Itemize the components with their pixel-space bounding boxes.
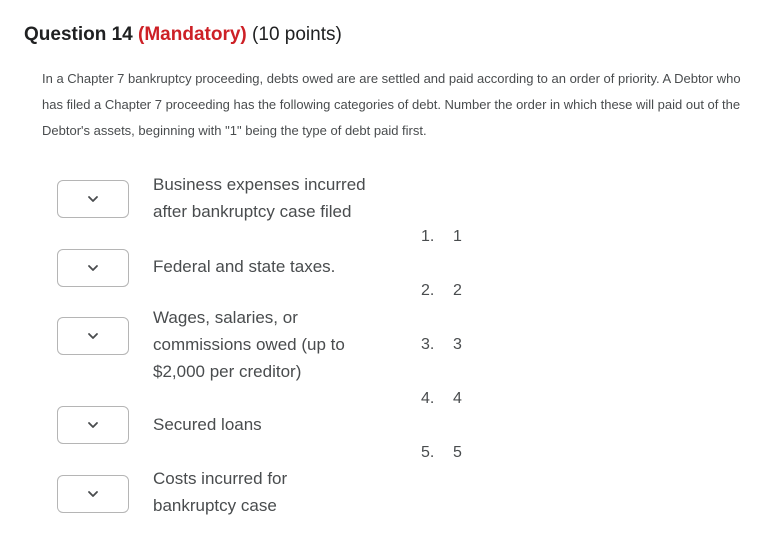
- match-item-label-2: Federal and state taxes.: [153, 257, 336, 276]
- choice-number: 2.: [421, 282, 435, 299]
- choice-item-4: [421, 390, 462, 408]
- choice-number: 3.: [421, 336, 435, 353]
- choice-number: 5.: [421, 444, 435, 461]
- choice-value: 3: [453, 336, 462, 353]
- chevron-down-icon: [87, 262, 99, 274]
- match-select-4[interactable]: [57, 406, 129, 444]
- match-select-2[interactable]: [57, 249, 129, 287]
- choice-number: 4.: [421, 390, 435, 407]
- mandatory-label: (Mandatory): [138, 24, 247, 45]
- match-select-3[interactable]: [57, 317, 129, 355]
- points-label: (10 points): [252, 24, 342, 45]
- match-item-label-5: Costs incurred for bankruptcy case: [153, 469, 288, 515]
- choice-value: 4: [453, 390, 462, 407]
- chevron-down-icon: [87, 193, 99, 205]
- match-item-label-3: Wages, salaries, or commissions owed (up to $2,000 per creditor): [153, 308, 345, 381]
- chevron-down-icon: [87, 330, 99, 342]
- match-item-label-1: Business expenses incurred after bankruptcy case filed: [153, 175, 366, 221]
- choice-number: 1.: [421, 228, 435, 245]
- choice-item-1: [421, 228, 462, 246]
- choice-item-5: [421, 444, 462, 462]
- question-instructions: In a Chapter 7 bankruptcy proceeding, debts owed are are settled and paid according to an order of priority. A Debtor who has filed a Chapter 7 proceeding has the following categories of debt. Number the order in which these will paid out of the Debtor's assets, beginning with "1" being the type of debt paid first.: [42, 71, 741, 138]
- choice-item-3: [421, 336, 462, 354]
- choice-value: 1: [453, 228, 462, 245]
- question-header: [24, 24, 342, 46]
- chevron-down-icon: [87, 488, 99, 500]
- chevron-down-icon: [87, 419, 99, 431]
- match-select-1[interactable]: [57, 180, 129, 218]
- choice-item-2: [421, 282, 462, 300]
- choice-value: 2: [453, 282, 462, 299]
- choice-value: 5: [453, 444, 462, 461]
- match-item-label-4: Secured loans: [153, 415, 262, 434]
- match-select-5[interactable]: [57, 475, 129, 513]
- question-title: Question 14: [24, 24, 133, 45]
